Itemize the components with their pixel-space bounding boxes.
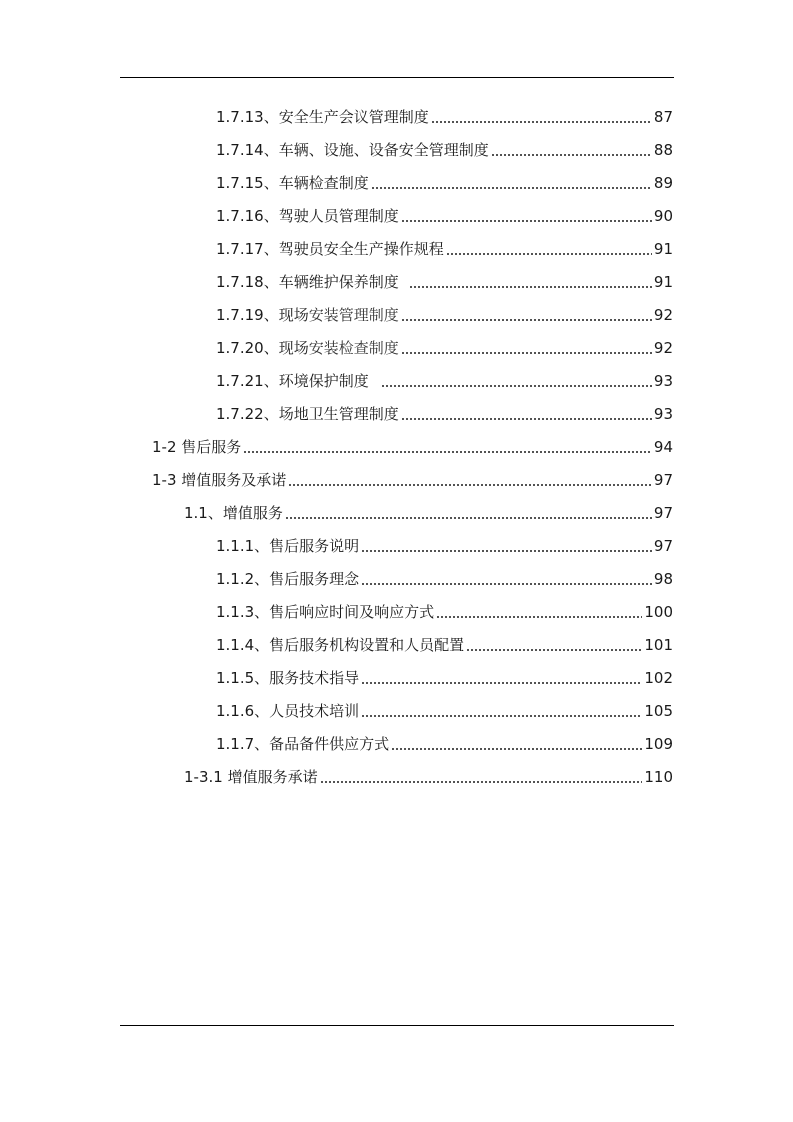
toc-entry-text: 售后服务说明	[269, 537, 360, 555]
toc-entry-text: 现场	[278, 339, 309, 357]
toc-entry-page: 97	[653, 504, 673, 522]
dot-leader	[409, 286, 652, 288]
toc-entry-number: 1.7.22、	[216, 405, 279, 423]
toc-entry-number: 1.7.14、	[216, 141, 279, 159]
toc-entry-page: 105	[644, 702, 673, 720]
toc-entry-text: 售后服务	[181, 438, 242, 456]
toc-entry-number: 1.1、	[184, 504, 223, 522]
toc-entry-title	[216, 530, 359, 563]
toc-entry-number: 1.7.20、	[216, 339, 279, 357]
toc-entry-page: 88	[653, 141, 673, 159]
toc-entry-text: 安全生产会议管理制度	[278, 108, 429, 126]
dot-leader	[361, 682, 642, 684]
dot-leader	[436, 616, 642, 618]
toc-entry-number: 1.1.1、	[216, 537, 270, 555]
toc-entry-page: 97	[653, 537, 673, 555]
toc-entry-title	[216, 332, 399, 365]
toc-entry-title	[216, 134, 489, 167]
toc-entry[interactable]	[216, 563, 673, 596]
toc-entry-text: 售后服务机构设置和人员配置	[269, 636, 465, 654]
dot-leader	[431, 121, 652, 123]
toc-entry-title	[152, 464, 286, 497]
toc-entry-text: 驾驶员安全生产操作规程	[278, 240, 444, 258]
toc-entry-text: 驾驶人员管理制度	[278, 207, 399, 225]
toc-entry-number: 1.1.2、	[216, 570, 270, 588]
toc-entry-page: 90	[653, 207, 673, 225]
toc-entry[interactable]	[216, 530, 673, 563]
toc-entry[interactable]	[184, 497, 673, 530]
toc-entry-text-serif: 安装管理制度	[308, 306, 399, 324]
toc-entry-title	[216, 695, 359, 728]
toc-entry-text: 售后响应时间及响应方式	[269, 603, 435, 621]
dot-leader	[371, 187, 652, 189]
toc-entry-number: 1-2	[152, 438, 182, 456]
dot-leader	[466, 649, 642, 651]
toc-entry[interactable]	[216, 662, 673, 695]
toc-entry-number: 1.1.6、	[216, 702, 270, 720]
dot-leader	[401, 352, 652, 354]
dot-leader	[401, 319, 652, 321]
toc-entry-text: 增值服务	[222, 504, 283, 522]
dot-leader	[391, 748, 642, 750]
toc-entry-page: 94	[653, 438, 673, 456]
toc-entry-page: 97	[653, 471, 673, 489]
dot-leader	[288, 484, 652, 486]
toc-entry-number: 1.7.21、	[216, 372, 279, 390]
toc-entry-page: 93	[653, 372, 673, 390]
toc-entry[interactable]	[152, 431, 673, 464]
toc-entry-number: 1.7.16、	[216, 207, 279, 225]
toc-entry-text: 人员技术培训	[269, 702, 360, 720]
toc-entry[interactable]	[216, 299, 673, 332]
toc-entry-page: 102	[644, 669, 673, 687]
toc-entry-number: 1.1.4、	[216, 636, 270, 654]
dot-leader	[446, 253, 652, 255]
toc-entry-page: 89	[653, 174, 673, 192]
toc-entry[interactable]	[152, 464, 673, 497]
dot-leader	[491, 154, 652, 156]
toc-entry-title	[216, 167, 369, 200]
toc-entry[interactable]	[216, 134, 673, 167]
toc-entry-number: 1.7.15、	[216, 174, 279, 192]
toc-entry-text-serif: 安装检查制度	[308, 339, 399, 357]
toc-entry-text: 车辆维护保养制度	[278, 273, 399, 291]
toc-entry-title	[216, 728, 389, 761]
toc-entry[interactable]	[216, 695, 673, 728]
toc-entry[interactable]	[216, 200, 673, 233]
toc-entry-text: 车辆、设施、设备安全管理制度	[278, 141, 489, 159]
toc-entry-number: 1.1.5、	[216, 669, 270, 687]
toc-entry[interactable]	[216, 233, 673, 266]
toc-entry[interactable]	[216, 365, 673, 398]
dot-leader	[381, 385, 652, 387]
toc-entry-number: 1-3.1	[184, 768, 228, 786]
toc-entry-text: 备品备件供应方式	[269, 735, 390, 753]
dot-leader	[361, 715, 642, 717]
toc-entry-title	[216, 662, 359, 695]
toc-entry-text: 车辆检查制度	[278, 174, 369, 192]
toc-entry-title	[216, 365, 369, 398]
toc-entry-number: 1-3	[152, 471, 182, 489]
toc-entry[interactable]	[216, 596, 673, 629]
toc-entry-text: 增值服务及承诺	[181, 471, 287, 489]
toc-entry-page: 100	[644, 603, 673, 621]
toc-entry-title	[216, 596, 434, 629]
dot-leader	[285, 517, 652, 519]
toc-entry[interactable]	[216, 266, 673, 299]
toc-entry-page: 87	[653, 108, 673, 126]
toc-entry-number: 1.7.13、	[216, 108, 279, 126]
toc-entry-text: 服务技术指导	[269, 669, 360, 687]
toc-entry-number: 1.7.19、	[216, 306, 279, 324]
toc-entry-text: 场地卫生管理制度	[278, 405, 399, 423]
toc-entry-number: 1.1.3、	[216, 603, 270, 621]
toc-entry-title	[216, 200, 399, 233]
dot-leader	[361, 550, 652, 552]
toc-entry[interactable]	[216, 167, 673, 200]
dot-leader	[243, 451, 652, 453]
toc-entry-title	[152, 431, 241, 464]
toc-entry-title	[216, 629, 464, 662]
dot-leader	[401, 418, 652, 420]
toc-entry-number: 1.1.7、	[216, 735, 270, 753]
toc-entry-page: 110	[644, 768, 673, 786]
toc-entry-text: 现场	[278, 306, 309, 324]
toc-entry[interactable]	[216, 332, 673, 365]
toc-entry[interactable]	[216, 629, 673, 662]
toc-entry-text: 售后服务理念	[269, 570, 360, 588]
footer-rule	[120, 1025, 674, 1026]
toc-entry-page: 101	[644, 636, 673, 654]
toc-entry-title	[216, 563, 359, 596]
toc-entry-title	[216, 233, 444, 266]
toc-entry-page: 93	[653, 405, 673, 423]
toc-entry-page: 92	[653, 339, 673, 357]
toc-entry[interactable]	[216, 398, 673, 431]
toc-entry-page: 91	[653, 273, 673, 291]
toc-entry-title	[216, 101, 429, 134]
toc-entry-number: 1.7.17、	[216, 240, 279, 258]
toc-entry[interactable]	[216, 728, 673, 761]
toc-entry-title	[184, 761, 318, 794]
header-rule	[120, 77, 674, 78]
toc-entry-page: 109	[644, 735, 673, 753]
toc-entry-text: 增值服务承诺	[227, 768, 318, 786]
toc-entry-title	[216, 398, 399, 431]
toc-entry-title	[216, 266, 399, 299]
dot-leader	[320, 781, 643, 783]
toc-entry-page: 91	[653, 240, 673, 258]
toc-entry-text: 环境保护制度	[278, 372, 369, 390]
toc-entry[interactable]	[216, 101, 673, 134]
toc-entry-page: 98	[653, 570, 673, 588]
toc-entry-title	[216, 299, 399, 332]
toc-entry-number: 1.7.18、	[216, 273, 279, 291]
toc-entry-page: 92	[653, 306, 673, 324]
toc-entry[interactable]	[184, 761, 673, 794]
toc-entry-title	[184, 497, 283, 530]
dot-leader	[401, 220, 652, 222]
dot-leader	[361, 583, 652, 585]
